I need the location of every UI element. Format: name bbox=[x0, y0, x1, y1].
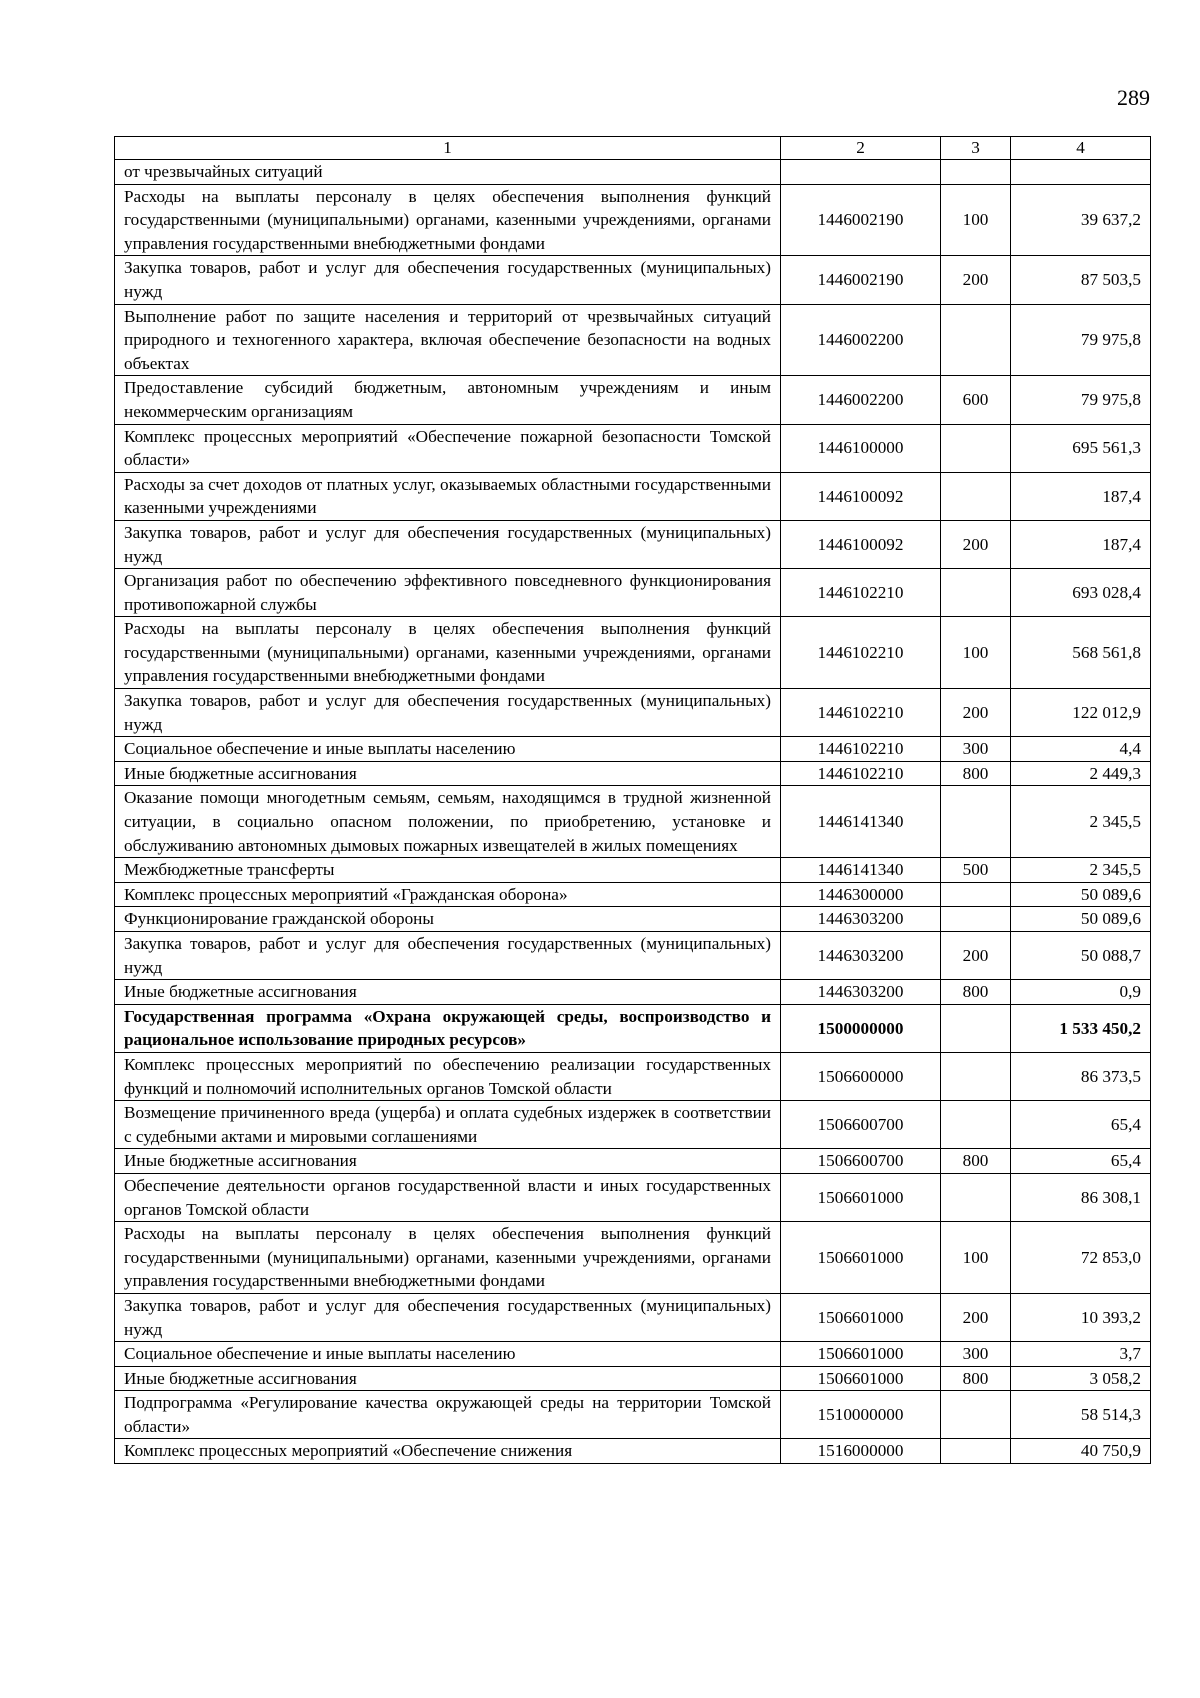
table-header-row bbox=[115, 137, 1151, 160]
row-type-cell bbox=[941, 1004, 1011, 1052]
table-row bbox=[115, 1293, 1151, 1341]
row-type-cell: 800 bbox=[941, 761, 1011, 786]
table-row bbox=[115, 256, 1151, 304]
row-amount-cell: 58 514,3 bbox=[1011, 1391, 1151, 1439]
row-name-cell: Закупка товаров, работ и услуг для обеспечения государственных (муниципальных) нужд bbox=[115, 256, 781, 304]
row-code-cell: 1510000000 bbox=[781, 1391, 941, 1439]
row-amount-cell: 86 373,5 bbox=[1011, 1052, 1151, 1100]
row-name-cell: Закупка товаров, работ и услуг для обеспечения государственных (муниципальных) нужд bbox=[115, 932, 781, 980]
table-row bbox=[115, 376, 1151, 424]
row-amount-cell: 10 393,2 bbox=[1011, 1293, 1151, 1341]
row-amount-cell: 39 637,2 bbox=[1011, 184, 1151, 256]
table-row bbox=[115, 761, 1151, 786]
row-code-cell: 1446102210 bbox=[781, 569, 941, 617]
budget-table bbox=[114, 136, 1151, 1464]
row-name-cell: Иные бюджетные ассигнования bbox=[115, 1149, 781, 1174]
header-col-4: 4 bbox=[1011, 137, 1151, 160]
row-code-cell: 1446102210 bbox=[781, 617, 941, 689]
row-amount-cell: 65,4 bbox=[1011, 1101, 1151, 1149]
row-code-cell: 1446102210 bbox=[781, 761, 941, 786]
row-amount-cell: 50 089,6 bbox=[1011, 907, 1151, 932]
row-type-cell: 500 bbox=[941, 858, 1011, 883]
row-type-cell: 200 bbox=[941, 932, 1011, 980]
table-row bbox=[115, 160, 1151, 185]
row-name-cell: Закупка товаров, работ и услуг для обеспечения государственных (муниципальных) нужд bbox=[115, 689, 781, 737]
row-name-cell: Иные бюджетные ассигнования bbox=[115, 1366, 781, 1391]
row-name-cell: Возмещение причиненного вреда (ущерба) и оплата судебных издержек в соответствии с судебными актами и мировыми соглашениями bbox=[115, 1101, 781, 1149]
table-row bbox=[115, 304, 1151, 376]
row-name-cell: Оказание помощи многодетным семьям, семьям, находящимся в трудной жизненной ситуации, в социально опасном положении, по приобретению, установке и обслуживанию автономных дымовых пожарных извещателей в жилых помещениях bbox=[115, 786, 781, 858]
row-amount-cell: 187,4 bbox=[1011, 472, 1151, 520]
row-amount-cell: 3,7 bbox=[1011, 1342, 1151, 1367]
table-row bbox=[115, 1101, 1151, 1149]
row-name-cell: Расходы на выплаты персоналу в целях обеспечения выполнения функций государственными (муниципальными) органами, казенными учреждениями, органами управления государственными внебюджетными фондами bbox=[115, 1222, 781, 1294]
row-type-cell bbox=[941, 907, 1011, 932]
row-name-cell: Комплекс процессных мероприятий «Обеспечение снижения bbox=[115, 1439, 781, 1464]
row-name-cell: от чрезвычайных ситуаций bbox=[115, 160, 781, 185]
table-row bbox=[115, 786, 1151, 858]
row-type-cell bbox=[941, 472, 1011, 520]
row-amount-cell: 3 058,2 bbox=[1011, 1366, 1151, 1391]
row-name-cell: Расходы за счет доходов от платных услуг, оказываемых областными государственными казенными учреждениями bbox=[115, 472, 781, 520]
table-row bbox=[115, 737, 1151, 762]
row-code-cell: 1446002200 bbox=[781, 304, 941, 376]
row-type-cell: 800 bbox=[941, 1366, 1011, 1391]
table-row bbox=[115, 1173, 1151, 1221]
table-row bbox=[115, 1004, 1151, 1052]
row-type-cell bbox=[941, 786, 1011, 858]
row-amount-cell: 568 561,8 bbox=[1011, 617, 1151, 689]
row-amount-cell: 79 975,8 bbox=[1011, 304, 1151, 376]
table-row bbox=[115, 184, 1151, 256]
row-code-cell: 1446102210 bbox=[781, 689, 941, 737]
row-type-cell bbox=[941, 569, 1011, 617]
row-type-cell: 800 bbox=[941, 980, 1011, 1005]
row-type-cell bbox=[941, 304, 1011, 376]
row-name-cell: Иные бюджетные ассигнования bbox=[115, 761, 781, 786]
table-row bbox=[115, 472, 1151, 520]
row-type-cell bbox=[941, 882, 1011, 907]
row-type-cell bbox=[941, 1439, 1011, 1464]
row-code-cell: 1506601000 bbox=[781, 1342, 941, 1367]
row-name-cell: Комплекс процессных мероприятий «Обеспечение пожарной безопасности Томской области» bbox=[115, 424, 781, 472]
row-code-cell: 1446303200 bbox=[781, 907, 941, 932]
header-col-2: 2 bbox=[781, 137, 941, 160]
row-name-cell: Комплекс процессных мероприятий «Гражданская оборона» bbox=[115, 882, 781, 907]
row-code-cell: 1506601000 bbox=[781, 1293, 941, 1341]
row-amount-cell: 1 533 450,2 bbox=[1011, 1004, 1151, 1052]
row-amount-cell: 0,9 bbox=[1011, 980, 1151, 1005]
row-amount-cell: 2 449,3 bbox=[1011, 761, 1151, 786]
row-code-cell: 1446102210 bbox=[781, 737, 941, 762]
row-amount-cell: 187,4 bbox=[1011, 520, 1151, 568]
row-amount-cell: 50 088,7 bbox=[1011, 932, 1151, 980]
row-name-cell: Расходы на выплаты персоналу в целях обеспечения выполнения функций государственными (муниципальными) органами, казенными учреждениями, органами управления государственными внебюджетными фондами bbox=[115, 617, 781, 689]
row-code-cell: 1506600700 bbox=[781, 1101, 941, 1149]
row-name-cell: Социальное обеспечение и иные выплаты населению bbox=[115, 737, 781, 762]
row-type-cell bbox=[941, 1173, 1011, 1221]
row-amount-cell: 693 028,4 bbox=[1011, 569, 1151, 617]
row-code-cell: 1446100000 bbox=[781, 424, 941, 472]
row-code-cell: 1506601000 bbox=[781, 1173, 941, 1221]
row-code-cell: 1446002190 bbox=[781, 256, 941, 304]
row-name-cell: Иные бюджетные ассигнования bbox=[115, 980, 781, 1005]
row-type-cell bbox=[941, 1391, 1011, 1439]
table-row bbox=[115, 1342, 1151, 1367]
row-type-cell: 200 bbox=[941, 256, 1011, 304]
row-name-cell: Обеспечение деятельности органов государственной власти и иных государственных органов Томской области bbox=[115, 1173, 781, 1221]
row-name-cell: Закупка товаров, работ и услуг для обеспечения государственных (муниципальных) нужд bbox=[115, 520, 781, 568]
row-name-cell: Государственная программа «Охрана окружающей среды, воспроизводство и рациональное использование природных ресурсов» bbox=[115, 1004, 781, 1052]
table-body bbox=[115, 160, 1151, 1464]
table-row bbox=[115, 1391, 1151, 1439]
row-code-cell: 1446141340 bbox=[781, 786, 941, 858]
table-row bbox=[115, 689, 1151, 737]
row-type-cell: 600 bbox=[941, 376, 1011, 424]
table-row bbox=[115, 1366, 1151, 1391]
table-row bbox=[115, 569, 1151, 617]
row-type-cell: 100 bbox=[941, 184, 1011, 256]
header-col-3: 3 bbox=[941, 137, 1011, 160]
table-row bbox=[115, 1149, 1151, 1174]
row-code-cell: 1446303200 bbox=[781, 980, 941, 1005]
row-type-cell: 200 bbox=[941, 520, 1011, 568]
row-amount-cell: 86 308,1 bbox=[1011, 1173, 1151, 1221]
row-type-cell: 800 bbox=[941, 1149, 1011, 1174]
table-row bbox=[115, 882, 1151, 907]
row-type-cell: 300 bbox=[941, 1342, 1011, 1367]
row-type-cell bbox=[941, 160, 1011, 185]
row-amount-cell: 2 345,5 bbox=[1011, 786, 1151, 858]
row-amount-cell bbox=[1011, 160, 1151, 185]
table-row bbox=[115, 617, 1151, 689]
row-name-cell: Межбюджетные трансферты bbox=[115, 858, 781, 883]
row-type-cell bbox=[941, 1052, 1011, 1100]
row-name-cell: Выполнение работ по защите населения и территорий от чрезвычайных ситуаций природного и техногенного характера, включая обеспечение безопасности на водных объектах bbox=[115, 304, 781, 376]
row-amount-cell: 72 853,0 bbox=[1011, 1222, 1151, 1294]
row-name-cell: Расходы на выплаты персоналу в целях обеспечения выполнения функций государственными (муниципальными) органами, казенными учреждениями, органами управления государственными внебюджетными фондами bbox=[115, 184, 781, 256]
row-type-cell: 100 bbox=[941, 1222, 1011, 1294]
table-row bbox=[115, 858, 1151, 883]
row-type-cell: 200 bbox=[941, 1293, 1011, 1341]
row-type-cell bbox=[941, 1101, 1011, 1149]
row-type-cell bbox=[941, 424, 1011, 472]
row-amount-cell: 122 012,9 bbox=[1011, 689, 1151, 737]
row-amount-cell: 40 750,9 bbox=[1011, 1439, 1151, 1464]
row-type-cell: 300 bbox=[941, 737, 1011, 762]
table-row bbox=[115, 424, 1151, 472]
row-code-cell bbox=[781, 160, 941, 185]
row-amount-cell: 87 503,5 bbox=[1011, 256, 1151, 304]
table-row bbox=[115, 520, 1151, 568]
row-code-cell: 1446141340 bbox=[781, 858, 941, 883]
table-row bbox=[115, 907, 1151, 932]
row-name-cell: Подпрограмма «Регулирование качества окружающей среды на территории Томской области» bbox=[115, 1391, 781, 1439]
row-name-cell: Комплекс процессных мероприятий по обеспечению реализации государственных функций и полномочий исполнительных органов Томской области bbox=[115, 1052, 781, 1100]
table-row bbox=[115, 1052, 1151, 1100]
row-code-cell: 1446100092 bbox=[781, 520, 941, 568]
header-col-1: 1 bbox=[115, 137, 781, 160]
row-code-cell: 1446100092 bbox=[781, 472, 941, 520]
table-row bbox=[115, 1222, 1151, 1294]
row-code-cell: 1506601000 bbox=[781, 1366, 941, 1391]
row-code-cell: 1500000000 bbox=[781, 1004, 941, 1052]
row-code-cell: 1446303200 bbox=[781, 932, 941, 980]
row-type-cell: 200 bbox=[941, 689, 1011, 737]
table-row bbox=[115, 980, 1151, 1005]
row-name-cell: Организация работ по обеспечению эффективного повседневного функционирования противопожарной службы bbox=[115, 569, 781, 617]
row-amount-cell: 2 345,5 bbox=[1011, 858, 1151, 883]
row-name-cell: Социальное обеспечение и иные выплаты населению bbox=[115, 1342, 781, 1367]
row-amount-cell: 65,4 bbox=[1011, 1149, 1151, 1174]
row-type-cell: 100 bbox=[941, 617, 1011, 689]
page-number: 289 bbox=[1117, 85, 1150, 110]
row-amount-cell: 50 089,6 bbox=[1011, 882, 1151, 907]
row-code-cell: 1446300000 bbox=[781, 882, 941, 907]
row-name-cell: Предоставление субсидий бюджетным, автономным учреждениям и иным некоммерческим организациям bbox=[115, 376, 781, 424]
row-code-cell: 1446002190 bbox=[781, 184, 941, 256]
row-code-cell: 1506601000 bbox=[781, 1222, 941, 1294]
row-name-cell: Функционирование гражданской обороны bbox=[115, 907, 781, 932]
row-code-cell: 1506600000 bbox=[781, 1052, 941, 1100]
row-amount-cell: 79 975,8 bbox=[1011, 376, 1151, 424]
row-code-cell: 1506600700 bbox=[781, 1149, 941, 1174]
table-row bbox=[115, 1439, 1151, 1464]
row-code-cell: 1516000000 bbox=[781, 1439, 941, 1464]
row-name-cell: Закупка товаров, работ и услуг для обеспечения государственных (муниципальных) нужд bbox=[115, 1293, 781, 1341]
row-amount-cell: 695 561,3 bbox=[1011, 424, 1151, 472]
row-amount-cell: 4,4 bbox=[1011, 737, 1151, 762]
table-row bbox=[115, 932, 1151, 980]
row-code-cell: 1446002200 bbox=[781, 376, 941, 424]
